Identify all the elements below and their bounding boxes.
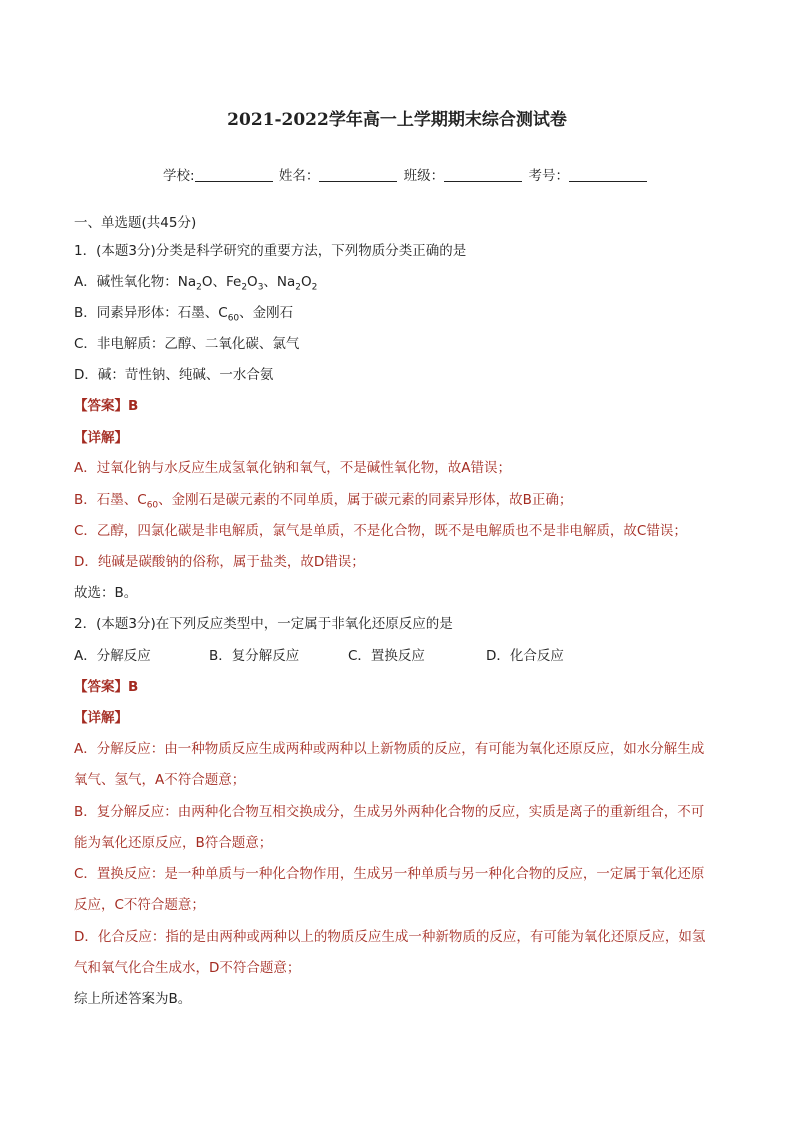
exam-number-label: 考号：	[528, 168, 569, 184]
q2-explanation-a-line2: 氧气、氢气，A不符合题意；	[74, 772, 246, 788]
q1-conclusion: 故选：B。	[74, 585, 138, 601]
q2-option-c: C．置换反应	[348, 648, 425, 664]
q1-option-d: D．碱：苛性钠、纯碱、一水合氨	[74, 367, 274, 383]
school-label: 学校:	[163, 168, 195, 184]
q1-explanation-d: D．纯碱是碳酸钠的俗称，属于盐类，故D错误；	[74, 554, 365, 570]
school-blank[interactable]	[195, 168, 273, 182]
q2-option-b: B．复分解反应	[209, 648, 300, 664]
name-blank[interactable]	[319, 168, 397, 182]
q1-option-c: C．非电解质：乙醇、二氧化碳、氯气	[74, 336, 300, 352]
q1-detail-label: 【详解】	[74, 430, 128, 446]
q1-option-a: A．碱性氧化物：$Na_2O$、$Fe_2O_3$、$Na_2O_2$	[74, 274, 318, 293]
q2-explanation-b-line1: B．复分解反应：由两种化合物互相交换成分，生成另外两种化合物的反应，实质是离子的重新组合，不可	[74, 804, 705, 820]
q2-conclusion: 综上所述答案为B。	[74, 991, 192, 1007]
q2-explanation-c-line2: 反应，C不符合题意；	[74, 897, 205, 913]
q1-explanation-c: C．乙醇，四氯化碳是非电解质，氯气是单质，不是化合物，既不是电解质也不是非电解质，故C错误；	[74, 523, 687, 539]
exam-number-blank[interactable]	[569, 168, 647, 182]
q1-answer: 【答案】B	[74, 398, 139, 414]
q2-detail-label: 【详解】	[74, 710, 128, 726]
q2-answer: 【答案】B	[74, 679, 139, 695]
q1-explanation-a: A．过氧化钠与水反应生成氢氧化钠和氧气，不是碱性氧化物，故A错误；	[74, 460, 511, 476]
q1-option-b: B．同素异形体：石墨、$C_{60}$、金刚石	[74, 305, 294, 324]
name-label: 姓名：	[278, 168, 320, 184]
q2-explanation-c-line1: C．置换反应：是一种单质与一种化合物作用，生成另一种单质与另一种化合物的反应，一定属于氧化还原	[74, 866, 705, 882]
page-title: 2021-2022学年高一上学期期末综合测试卷	[227, 110, 567, 130]
section-heading: 一、单选题(共45分)	[74, 215, 197, 231]
student-info-line	[163, 164, 649, 184]
q2-explanation-d-line2: 气和氧气化合生成水，D不符合题意；	[74, 960, 301, 976]
q2-option-a: A．分解反应	[74, 648, 151, 664]
q2-explanation-a-line1: A．分解反应：由一种物质反应生成两种或两种以上新物质的反应，有可能为氧化还原反应，如水分解生成	[74, 741, 705, 757]
q1-explanation-b: B．石墨、$C_{60}$、金刚石是碳元素的不同单质，属于碳元素的同素异形体，故B正确；	[74, 492, 573, 511]
q2-stem: 2．(本题3分)在下列反应类型中，一定属于非氧化还原反应的是	[74, 616, 453, 632]
class-blank[interactable]	[444, 168, 522, 182]
q2-explanation-b-line2: 能为氧化还原反应，B符合题意；	[74, 835, 273, 851]
class-label: 班级：	[403, 168, 445, 184]
q2-option-d: D．化合反应	[486, 648, 564, 664]
q2-explanation-d-line1: D．化合反应：指的是由两种或两种以上的物质反应生成一种新物质的反应，有可能为氧化还原反应，如氢	[74, 929, 706, 945]
q1-stem: 1．(本题3分)分类是科学研究的重要方法，下列物质分类正确的是	[74, 243, 467, 259]
